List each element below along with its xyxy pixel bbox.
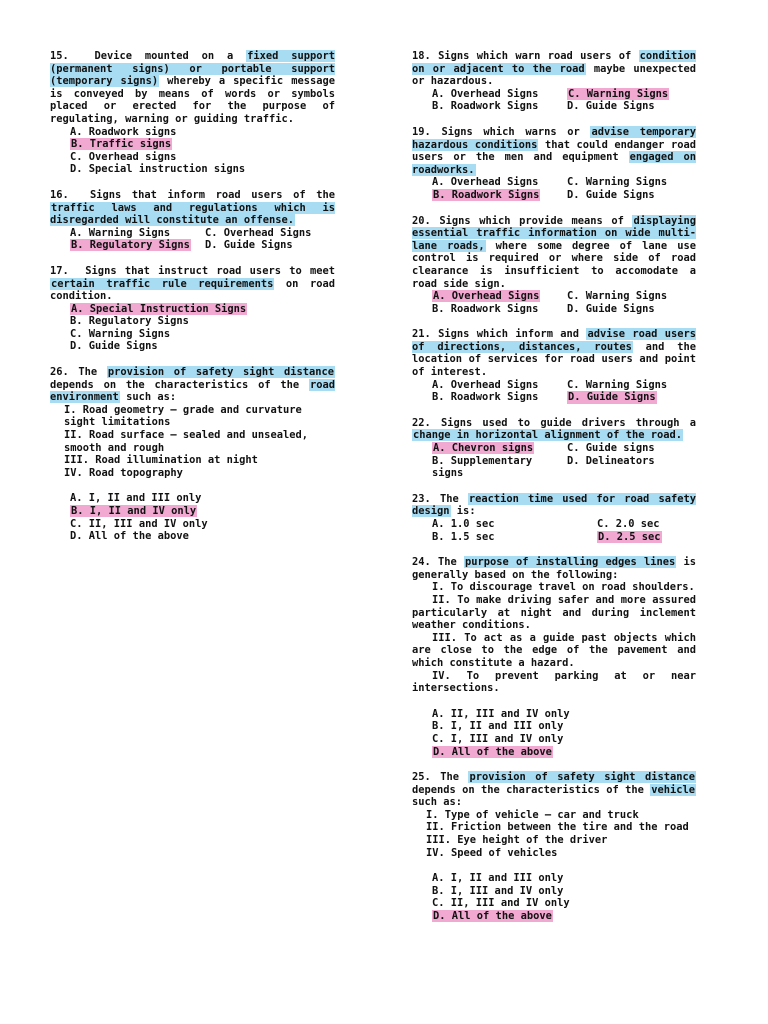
choice-b: B. Regulatory Signs — [70, 315, 189, 328]
highlight-key-phrase: advise temporary hazardous conditions — [412, 125, 696, 151]
choice-d: D. All of the above — [70, 530, 189, 543]
highlight-key-phrase: fixed support (permanent signs) or portable support (temporary signs) — [50, 50, 335, 88]
choices — [412, 518, 696, 543]
question-stem — [412, 417, 696, 442]
question-stem — [412, 556, 696, 581]
statement-ii: II. Friction between the tire and the road — [426, 821, 689, 834]
choice-a-answer: A. Overhead Signs — [433, 290, 540, 303]
stem-text: on road condition. — [50, 277, 335, 303]
statement-ii: II. Road surface – sealed and unsealed, smooth and rough — [64, 429, 308, 454]
choice-d: D. Guide Signs — [567, 188, 655, 201]
choice-b: B. I, II and III only — [432, 720, 564, 733]
highlight-key-phrase: vehicle — [651, 783, 695, 796]
highlight-key-phrase: certain traffic rule requirements — [51, 277, 274, 290]
choice-c: C. I, III and IV only — [432, 732, 564, 745]
question-number: 21. — [412, 328, 431, 341]
question-26 — [50, 366, 335, 543]
stem-text: whereby a specific message is conveyed by means of words or symbols placed or erected for the purpose of regulating, warning or guiding traffic. — [50, 75, 335, 125]
question-22 — [412, 417, 696, 480]
highlight-key-phrase: purpose of installing edges lines — [464, 556, 676, 569]
stem-text: is: — [450, 505, 476, 518]
highlight-key-phrase: provision of safety sight distance — [469, 771, 695, 784]
choice-a: A. II, III and IV only — [432, 707, 570, 720]
question-stem — [412, 771, 696, 809]
highlight-key-phrase: engaged on roadworks. — [412, 151, 696, 176]
stem-text: Signs used to guide drivers through a — [440, 416, 696, 429]
question-stem — [50, 189, 335, 227]
question-stem — [412, 126, 696, 176]
stem-text: Signs that inform road users of the — [89, 188, 335, 201]
highlight-key-phrase: change in horizontal alignment of the road. — [413, 429, 682, 442]
choices — [412, 379, 696, 404]
question-17 — [50, 265, 335, 353]
choice-d-answer: D. Guide Signs — [568, 391, 656, 404]
choice-d: D. Delineators — [567, 454, 655, 467]
stem-text: Signs which warn road users of — [438, 50, 639, 62]
stem-text: is generally based on the following: — [412, 556, 696, 581]
question-number: 15. — [50, 50, 69, 62]
stem-text: and the location of services for road users and point of interest. — [412, 340, 696, 379]
statement-iii: III. Eye height of the driver — [426, 834, 608, 847]
stem-text: such as: — [412, 796, 463, 809]
statement-iv: IV. Speed of vehicles — [426, 846, 558, 859]
choice-b-answer: B. I, II and IV only — [71, 505, 197, 517]
statement-list — [412, 809, 696, 859]
choice-d: D. Guide Signs — [70, 340, 158, 353]
statement-i: I. Road geometry – grade and curvature sight limitations — [64, 403, 302, 429]
choice-b: B. Roadwork Signs — [432, 100, 539, 113]
question-stem — [50, 366, 335, 404]
statement-iii: III. Road illumination at night — [64, 454, 258, 467]
choice-d: D. Guide Signs — [205, 239, 293, 252]
choice-c: C. Warning Signs — [70, 327, 171, 340]
question-number: 24. — [412, 556, 431, 569]
choice-a: A. Overhead Signs — [432, 87, 539, 100]
choices — [412, 176, 696, 201]
question-number: 18. — [412, 50, 431, 62]
highlight-key-phrase: traffic laws and regulations which is disregarded will constitute an offense. — [50, 201, 335, 227]
choice-c: C. Warning Signs — [567, 290, 668, 303]
stem-text: Signs which warns or — [441, 125, 591, 138]
choices — [412, 708, 696, 758]
statement-i: I. To discourage travel on road shoulders. — [432, 581, 695, 594]
choices — [412, 442, 696, 480]
choice-c: C. Overhead signs — [70, 150, 177, 163]
question-number: 23. — [412, 492, 431, 505]
choice-b: B. 1.5 sec — [432, 530, 495, 543]
choice-b-answer: B. Traffic signs — [71, 138, 172, 151]
choice-a: A. Warning Signs — [70, 226, 171, 239]
highlight-key-phrase: provision of safety sight distance — [107, 366, 335, 379]
choice-d: D. Guide Signs — [567, 302, 655, 315]
choice-b: B. I, III and IV only — [432, 884, 564, 897]
stem-text: The — [438, 556, 464, 569]
question-stem — [50, 50, 335, 126]
choice-a: A. Overhead Signs — [432, 378, 539, 391]
question-20 — [412, 215, 696, 316]
choice-c: C. Warning Signs — [567, 378, 668, 391]
choice-c: C. II, III and IV only — [70, 517, 208, 530]
choice-d: D. Special instruction signs — [70, 163, 246, 176]
choice-b-answer: B. Regulatory Signs — [71, 239, 190, 252]
choices — [50, 227, 335, 252]
choice-a: A. Roadwork signs — [70, 125, 177, 138]
choice-c: C. Overhead Signs — [205, 226, 312, 239]
highlight-key-phrase: condition on or adjacent to the road — [412, 50, 696, 75]
stem-text: such as: — [119, 391, 177, 404]
choice-d: D. Guide Signs — [567, 100, 655, 113]
choice-d-answer: D. All of the above — [433, 745, 552, 758]
highlight-key-phrase: advise road users of directions, distances, routes — [412, 328, 696, 353]
question-18 — [412, 50, 696, 113]
highlight-key-phrase: road environment — [50, 378, 335, 404]
stem-text: depends on the characteristics of the — [412, 783, 651, 796]
question-stem — [412, 215, 696, 291]
choice-b: B. Roadwork Signs — [432, 302, 539, 315]
question-16 — [50, 189, 335, 252]
question-15 — [50, 50, 335, 176]
question-number: 17. — [50, 264, 69, 277]
question-23 — [412, 493, 696, 543]
choice-b: B. Supplementary signs — [432, 454, 533, 480]
question-25 — [412, 771, 696, 923]
choices — [412, 290, 696, 315]
choices — [50, 126, 335, 176]
choice-c: C. II, III and IV only — [432, 897, 570, 910]
question-21 — [412, 328, 696, 404]
choice-c-answer: C. Warning Signs — [568, 87, 669, 100]
stem-text: depends on the characteristics of the — [50, 378, 309, 391]
choice-b-answer: B. Roadwork Signs — [433, 188, 540, 201]
choices — [50, 303, 335, 353]
choice-d-answer: D. 2.5 sec — [598, 530, 661, 543]
choice-c: C. Guide signs — [567, 442, 655, 455]
choice-b: B. Roadwork Signs — [432, 391, 539, 404]
choice-c: C. 2.0 sec — [597, 518, 660, 530]
highlight-key-phrase: reaction time used for road safety design — [412, 492, 696, 518]
choice-a: A. 1.0 sec — [432, 518, 495, 530]
choice-a: A. I, II and III only — [70, 492, 202, 505]
question-number: 20. — [412, 214, 431, 227]
question-number: 16. — [50, 188, 69, 201]
stem-text: maybe unexpected or hazardous. — [412, 62, 696, 88]
stem-text: The — [440, 771, 469, 784]
choice-a: A. I, II and III only — [432, 872, 564, 885]
statement-iii: III. To act as a guide past objects which are close to the edge of the pavement and which constitute a hazard. — [412, 631, 696, 669]
statement-iv: IV. Road topography — [64, 466, 183, 479]
question-stem — [412, 50, 696, 88]
statement-list — [50, 404, 335, 480]
choice-a-answer: A. Chevron signs — [433, 442, 534, 455]
question-19 — [412, 126, 696, 202]
choices — [412, 872, 696, 922]
choices — [412, 88, 696, 113]
right-column — [412, 50, 696, 936]
question-stem — [412, 328, 696, 378]
question-stem — [50, 265, 335, 303]
stem-text: Device mounted on a — [94, 50, 247, 62]
stem-text: Signs that instruct road users to meet — [85, 264, 336, 277]
stem-text: Signs which provide means of — [439, 214, 633, 227]
statement-ii: II. To make driving safer and more assured particularly at night and during inclement weather conditions. — [412, 593, 696, 632]
choices — [50, 492, 335, 542]
stem-text: The — [78, 366, 107, 379]
stem-text: The — [439, 492, 468, 505]
stem-text: where some degree of lane use control is required or where side of road clearance is insufficient to accomodate a road side sign. — [412, 239, 696, 290]
question-number: 19. — [412, 125, 431, 138]
choice-a: A. Overhead Signs — [432, 176, 539, 189]
question-number: 25. — [412, 771, 431, 784]
statement-iv: IV. To prevent parking at or near intersections. — [412, 669, 696, 695]
choice-d-answer: D. All of the above — [433, 910, 552, 923]
statement-i: I. Type of vehicle – car and truck — [426, 808, 639, 821]
stem-text: Signs which inform and — [438, 328, 587, 341]
question-stem — [412, 493, 696, 518]
question-24 — [412, 556, 696, 758]
choice-a-answer: A. Special Instruction Signs — [71, 302, 247, 315]
stem-text: that could endanger road users or the men and equipment — [412, 138, 696, 164]
highlight-key-phrase: displaying essential traffic information on wide multi-lane roads, — [412, 214, 696, 252]
question-number: 22. — [412, 416, 431, 429]
left-column — [50, 50, 335, 556]
question-number: 26. — [50, 366, 69, 379]
choice-c: C. Warning Signs — [567, 176, 668, 189]
